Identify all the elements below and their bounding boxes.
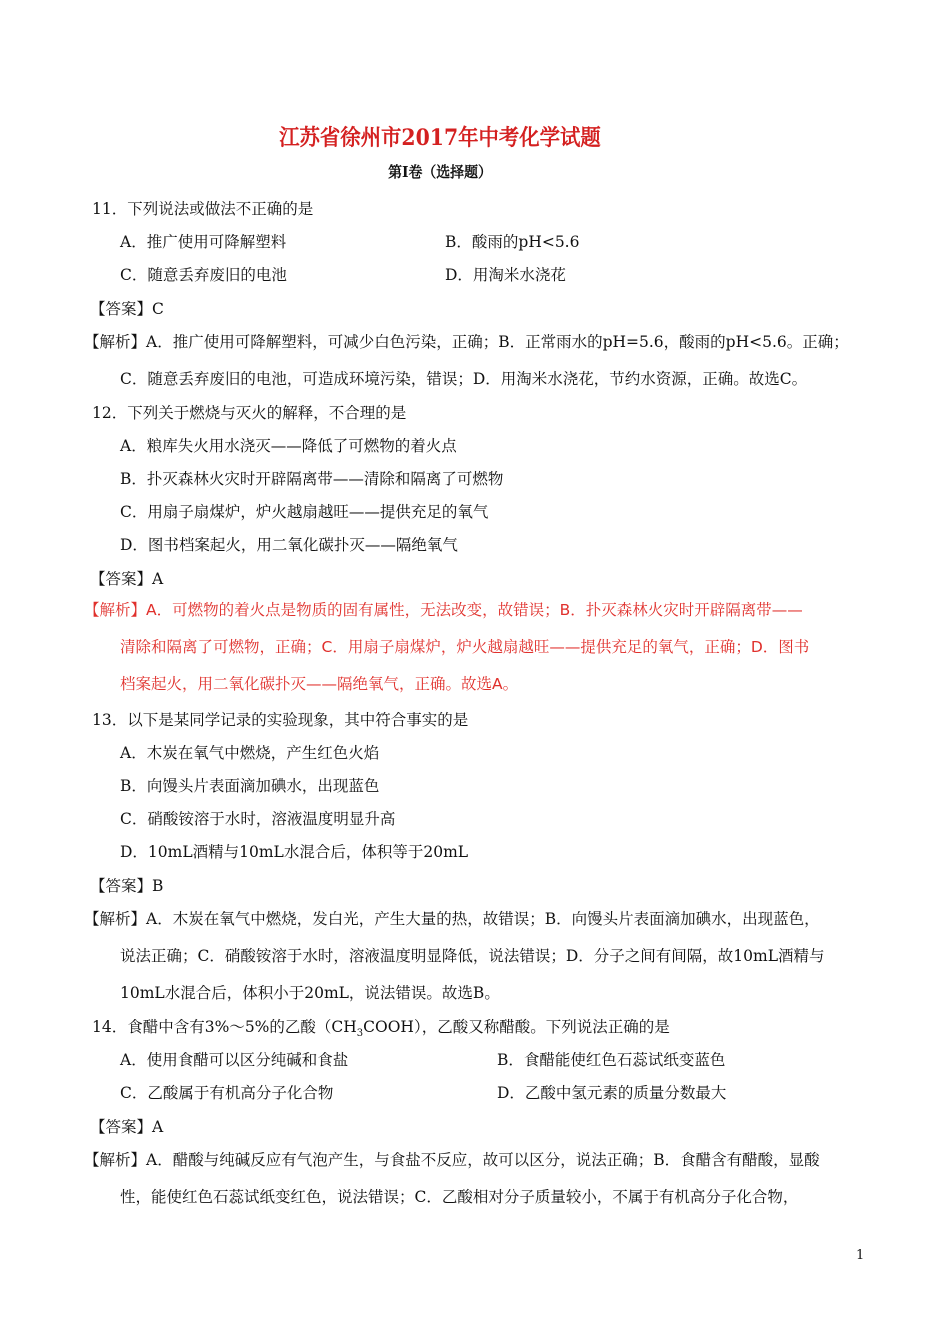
question-14-option-c: C．乙酸属于有机高分子化合物: [120, 1084, 334, 1102]
question-11-option-c: C．随意丢弃废旧的电池: [120, 266, 287, 284]
question-13-option-b: B．向馒头片表面滴加碘水，出现蓝色: [120, 777, 380, 795]
question-12-analysis-line-2: 清除和隔离了可燃物，正确；C．用扇子扇煤炉，炉火越扇越旺——提供充足的氧气，正确；D．图书: [120, 638, 810, 656]
question-13-analysis-line-1: 【解析】A．木炭在氧气中燃烧，发白光，产生大量的热，故错误；B．向馒头片表面滴加碘水，出现蓝色，: [84, 910, 820, 928]
question-11-option-d: D．用淘米水浇花: [445, 266, 566, 284]
question-11-stem: 11．下列说法或做法不正确的是: [92, 200, 314, 218]
question-12-option-b: B．扑灭森林火灾时开辟隔离带——清除和隔离了可燃物: [120, 470, 504, 488]
question-14-answer: 【答案】A: [90, 1118, 164, 1136]
question-12-option-c: C．用扇子扇煤炉，炉火越扇越旺——提供充足的氧气: [120, 503, 489, 521]
section-subtitle: 第Ⅰ卷（选择题）: [388, 163, 492, 181]
question-14-stem: 14．食醋中含有3%～5%的乙酸$(CH_3COOH)$，乙酸又称醋酸。下列说法正确的是: [92, 1018, 670, 1040]
question-12-stem: 12．下列关于燃烧与灭火的解释，不合理的是: [92, 404, 407, 422]
question-11-option-b: B．酸雨的pH<5.6: [445, 233, 580, 251]
question-13-analysis-line-3: 10mL水混合后，体积小于20mL，说法错误。故选B。: [120, 984, 500, 1002]
question-13-answer: 【答案】B: [90, 877, 164, 895]
question-12-answer: 【答案】A: [90, 570, 164, 588]
question-11-answer: 【答案】C: [90, 300, 164, 318]
question-13-option-d: D．10mL酒精与10mL水混合后，体积等于20mL: [120, 843, 469, 861]
page-title: 江苏省徐州市2017年中考化学试题: [279, 125, 601, 151]
question-14-option-a: A．使用食醋可以区分纯碱和食盐: [120, 1051, 349, 1069]
question-11-analysis-line-2: C．随意丢弃废旧的电池，可造成环境污染，错误；D．用淘米水浇花，节约水资源，正确。故选C。: [120, 370, 808, 388]
question-12-option-d: D．图书档案起火，用二氧化碳扑灭——隔绝氧气: [120, 536, 458, 554]
question-14-analysis-line-1: 【解析】A．醋酸与纯碱反应有气泡产生，与食盐不反应，故可以区分，说法正确；B．食醋含有醋酸，显酸: [84, 1151, 820, 1169]
question-11-option-a: A．推广使用可降解塑料: [120, 233, 287, 251]
question-13-option-a: A．木炭在氧气中燃烧，产生红色火焰: [120, 744, 380, 762]
question-14-option-d: D．乙酸中氢元素的质量分数最大: [497, 1084, 727, 1102]
question-12-analysis-line-1: 【解析】A．可燃物的着火点是物质的固有属性，无法改变，故错误；B．扑灭森林火灾时开辟隔离带——: [84, 601, 803, 619]
question-13-analysis-line-2: 说法正确；C．硝酸铵溶于水时，溶液温度明显降低，说法错误；D．分子之间有间隔，故10mL酒精与: [120, 947, 825, 965]
question-14-option-b: B．食醋能使红色石蕊试纸变蓝色: [497, 1051, 726, 1069]
question-11-analysis-line-1: 【解析】A．推广使用可降解塑料，可减少白色污染，正确；B．正常雨水的pH=5.6，酸雨的pH<5.6。正确；: [84, 333, 849, 351]
question-13-stem: 13．以下是某同学记录的实验现象，其中符合事实的是: [92, 711, 469, 729]
question-13-option-c: C．硝酸铵溶于水时，溶液温度明显升高: [120, 810, 396, 828]
question-12-analysis-line-3: 档案起火，用二氧化碳扑灭——隔绝氧气，正确。故选A。: [120, 675, 519, 693]
page-number: 1: [856, 1248, 865, 1263]
question-14-analysis-line-2: 性，能使红色石蕊试纸变红色，说法错误；C．乙酸相对分子质量较小，不属于有机高分子化合物，: [120, 1188, 799, 1206]
question-12-option-a: A．粮库失火用水浇灭——降低了可燃物的着火点: [120, 437, 457, 455]
